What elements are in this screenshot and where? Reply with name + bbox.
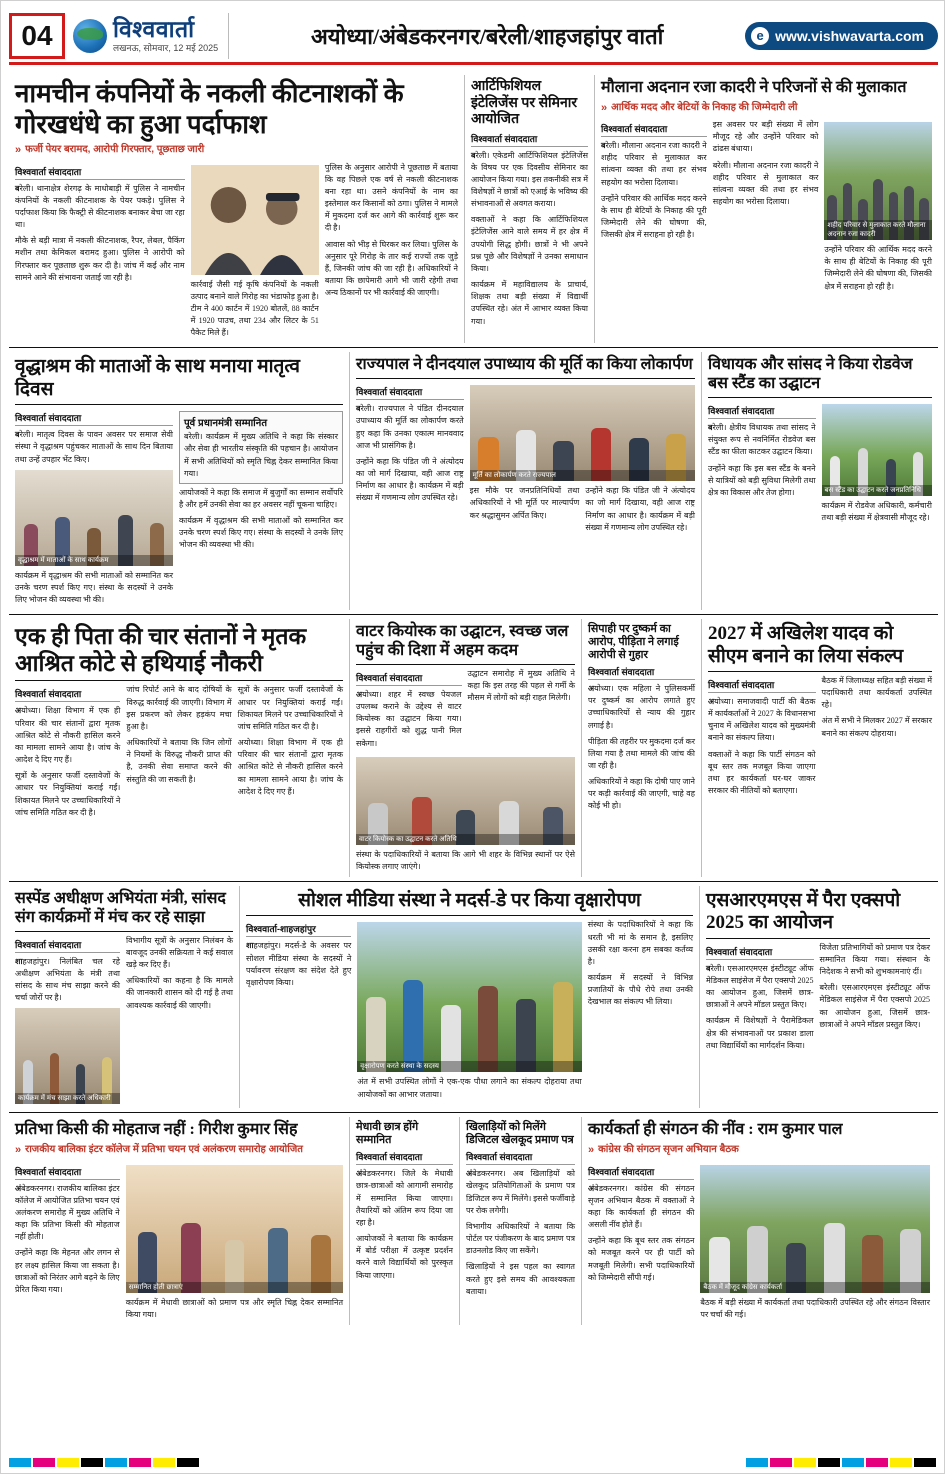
page-content [9, 75, 938, 1447]
byline-srms: विश्ववार्ता संवाददाता [706, 945, 814, 960]
registration-swatch [914, 1458, 936, 1467]
registration-swatch [153, 1458, 175, 1467]
story-suspend [9, 886, 239, 1108]
paragraph: संस्था के पदाधिकारियों ने कहा कि धरती भी मां के समान है, इसलिए उसकी रक्षा करना हम सबका कर्तव्य है। [587, 920, 694, 966]
paragraph: बरेली। मौलाना अदनान रजा कादरी ने शहीद परिवार से मुलाकात कर सांत्वना व्यक्त की तथा हर संभव सहयोग का भरोसा दिलाया। [601, 141, 707, 187]
e-globe-icon: e [751, 27, 769, 45]
registration-swatch [57, 1458, 79, 1467]
kicker-text: कांग्रेस की संगठन सृजन अभियान बैठक [598, 1144, 739, 1156]
registration-swatch [81, 1458, 103, 1467]
paragraph: उद्घाटन समारोह में मुख्य अतिथि ने कहा कि इस तरह की पहल से गर्मी के मौसम में लोगों को बड़ी राहत मिलेगी। [467, 668, 575, 703]
paragraph: कार्यक्रम में रोडवेज अधिकारी, कर्मचारी तथा बड़ी संख्या में क्षेत्रवासी मौजूद रहे। [821, 501, 932, 523]
paragraph: सूत्रों के अनुसार फर्जी दस्तावेजों के आधार पर नियुक्तियां कराई गईं। शिकायत मिलने पर उच्चाधिकारियों ने जांच समिति गठित कर दी है। [237, 685, 343, 731]
registration-swatch [33, 1458, 55, 1467]
headline-maulana: मौलाना अदनान रजा कादरी ने परिजनों से की मुलाकात [601, 79, 907, 96]
paragraph: अंबेडकरनगर। राजकीय बालिका इंटर कॉलेज में आयोजित प्रतिभा चयन एवं अलंकरण समारोह में मुख्य अतिथि ने कहा कि प्रतिभा किसी की मोहताज नहीं होती। [15, 1183, 120, 1242]
paragraph: उन्होंने कहा कि इस बस स्टैंड के बनने से यात्रियों को बड़ी सुविधा मिलेगी तथा क्षेत्र का विकास और तेज होगा। [708, 463, 816, 497]
kicker-karyakarta [588, 1143, 930, 1157]
headline-srms: एसआरएमएस में पैरा एक्सपो 2025 का आयोजन [706, 890, 901, 934]
registration-swatch [177, 1458, 199, 1467]
paragraph: बरेली। एकेडमी आर्टिफिशियल इंटेलिजेंस के विषय पर एक दिवसीय सेमिनार का आयोजन किया गया। इस तकनीकी सत्र में विशेषज्ञों ने छात्रों को एआई के भविष्य की संभावनाओं से अवगत कराया। [471, 150, 588, 209]
paragraph: बरेली। एसआरएमएस इंस्टीट्यूट ऑफ मेडिकल साइंसेज में पैरा एक्सपो 2025 का आयोजन हुआ, जिसमें छात्र-छात्राओं ने अपने मॉडल प्रस्तुत किए। [819, 983, 930, 1029]
page-number: 04 [9, 13, 65, 59]
byline-busstand: विश्ववार्ता संवाददाता [708, 404, 816, 419]
registration-swatch [794, 1458, 816, 1467]
story-photo-waterkiosk [356, 757, 575, 845]
paragraph: अयोध्या। समाजवादी पार्टी की बैठक में कार्यकर्ताओं ने 2027 के विधानसभा चुनाव में अखिलेश यादव को मुख्यमंत्री बनाने का संकल्प लिया। [708, 696, 816, 743]
headline-vridhashram: वृद्धाश्रम की माताओं के साथ मनाया मातृत्व दिवस [15, 356, 300, 400]
divider [9, 347, 938, 348]
divider [9, 881, 938, 882]
divider [9, 614, 938, 615]
headline-medhavi: मेधावी छात्र होंगे सम्मानित [356, 1121, 419, 1147]
kicker-text: फर्जी पेयर बरामद, आरोपी गिरफ्तार, पूछताछ जारी [25, 144, 205, 156]
story-photo-maulana [824, 122, 932, 240]
edition-date: लखनऊ, सोमवार, 12 मई 2025 [113, 43, 219, 53]
paragraph: विभागीय अधिकारियों ने बताया कि पोर्टल पर पंजीकरण के बाद प्रमाण पत्र डाउनलोड किए जा सकेंगे। [466, 1221, 575, 1256]
paragraph: अंत में सभी ने मिलकर 2027 में सरकार बनाने का संकल्प दोहराया। [821, 716, 932, 738]
edition-title: अयोध्या/अंबेडकरनगर/बरेली/शाहजहांपुर वार्ता [310, 23, 664, 49]
sidebar-box-vridhashram [179, 411, 343, 484]
paragraph: कार्रवाई जैसी गई कृषि कंपनियों के नकली उत्पाद बनाने वाले गिरोह का भंडाफोड़ हुआ है। टीम ने 400 कार्टन में 1920 बोतलें, 88 कार्टन में 1920 पाउच, तथा 234 और लिटर के 51 पैकेट मिले हैं। [190, 279, 319, 338]
band-fourth [9, 886, 938, 1108]
paragraph: आवास को भीड़ से घिरकर कर लिया। पुलिस के अनुसार पूरे गिरोह के तार कई राज्यों तक जुड़े हैं, जिनकी जांच की जा रही है। अधिकारियों ने बताया कि छापेमारी आगे भी जारी रहेगी तथा अन्य ठिकानों पर भी कार्रवाई की जाएगी। [324, 239, 458, 298]
story-photo-karyakarta [700, 1165, 930, 1293]
globe-icon [73, 19, 107, 53]
story-vridhashram [9, 352, 349, 610]
story-busstand [701, 352, 938, 610]
brand-name: विश्ववार्ता [113, 17, 195, 42]
paragraph: अंत में सभी उपस्थित लोगों ने एक-एक पौधा लगाने का संकल्प दोहराया तथा आयोजकों का आभार जताया। [357, 1077, 582, 1099]
paragraph: मौके से बड़ी मात्रा में नकली कीटनाशक, रैपर, लेबल, पैकिंग मशीन तथा केमिकल बरामद हुआ। पुलिस ने आरोपी को गिरफ्तार कर पूछताछ शुरू कर दी है। जांच में कई और नाम सामने आने की संभावना जताई जा रही है। [15, 236, 185, 282]
registration-swatch [866, 1458, 888, 1467]
plantation-figures [357, 967, 581, 1072]
headline-khiladi: खिलाड़ियों को मिलेंगे डिजिटल खेलकूद प्रमाण पत्र [466, 1121, 574, 1147]
paragraph: उन्होंने कहा कि बूथ स्तर तक संगठन को मजबूत करने पर ही पार्टी को मजबूती मिलेगी। सभी पदाधिकारियों को जिम्मेदारी सौंपी गई। [588, 1236, 695, 1282]
paragraph: अधिकारियों ने कहा कि दोषी पाए जाने पर कड़ी कार्रवाई की जाएगी, चाहे वह कोई भी हो। [588, 777, 695, 811]
paragraph: पीड़िता की तहरीर पर मुकदमा दर्ज कर लिया गया है तथा मामले की जांच की जा रही है। [588, 736, 695, 771]
photo-caption: सम्मानित होती छात्राएं [126, 1282, 343, 1293]
byline-vridhashram: विश्ववार्ता संवाददाता [15, 411, 173, 426]
paragraph: इस मौके पर जनप्रतिनिधियों तथा अधिकारियों ने भी मूर्ति पर माल्यार्पण कर श्रद्धासुमन अर्पित किए। [469, 486, 580, 520]
byline-rajyapal: विश्ववार्ता संवाददाता [356, 385, 464, 400]
kicker-pratibha [15, 1143, 343, 1157]
paragraph: कार्यक्रम में मेधावी छात्राओं को प्रमाण पत्र और स्मृति चिह्न देकर सम्मानित किया गया। [125, 1297, 343, 1319]
byline-karyakarta: विश्ववार्ता संवाददाता [588, 1165, 694, 1180]
band-third [9, 619, 938, 877]
paragraph: बरेली। मातृत्व दिवस के पावन अवसर पर समाज सेवी संस्था ने वृद्धाश्रम पहुंचकर माताओं के साथ दिन बिताया तथा उन्हें उपहार भेंट किए। [15, 430, 173, 464]
byline-sipahi: विश्ववार्ता संवाददाता [588, 665, 695, 680]
paragraph: अयोध्या। शहर में स्वच्छ पेयजल उपलब्ध कराने के उद्देश्य से वाटर कियोस्क का उद्घाटन किया गया। इससे राहगीरों को शुद्ध पानी मिल सकेगा। [356, 689, 462, 748]
policemen-sketch-icon [191, 165, 319, 275]
paragraph: बरेली। मौलाना अदनान रजा कादरी ने शहीद परिवार से मुलाकात कर सांत्वना व्यक्त की तथा हर संभव सहयोग का भरोसा दिलाया। [712, 160, 819, 207]
registration-swatch [9, 1458, 31, 1467]
byline-lead: विश्ववार्ता संवाददाता [15, 165, 185, 180]
paragraph: बरेली। एसआरएमएस इंस्टीट्यूट ऑफ मेडिकल साइंसेज में पैरा एक्सपो 2025 का आयोजन हुआ, जिसमें छात्र-छात्राओं ने अपने मॉडल प्रस्तुत किए। [706, 963, 814, 1010]
paragraph: विभागीय सूत्रों के अनुसार निलंबन के बावजूद उनकी सक्रियता ने कई सवाल खड़े कर दिए हैं। [126, 935, 233, 970]
story-srms [699, 886, 936, 1108]
paragraph: बरेली। राज्यपाल ने पंडित दीनदयाल उपाध्याय की मूर्ति का लोकार्पण करते हुए कहा कि उनका एकात्म मानववाद आज भी प्रासंगिक है। [356, 404, 464, 450]
paragraph: बैठक में बड़ी संख्या में कार्यकर्ता तथा पदाधिकारी उपस्थित रहे और संगठन विस्तार पर चर्चा की गई। [700, 1297, 930, 1319]
paragraph: अधिकारियों का कहना है कि मामले की जानकारी शासन को दी गई है तथा आवश्यक कार्रवाई की जाएगी। [126, 976, 233, 1010]
photo-caption: कार्यक्रम में मंच साझा करते अधिकारी [15, 1093, 120, 1104]
paragraph: पुलिस के अनुसार आरोपी ने पूछताछ में बताया कि वह पिछले एक वर्ष से नकली कीटनाशक बना रहा था। उसने कंपनियों के नाम का इस्तेमाल कर किसानों को ठगा। पुलिस ने मामले में मुकदमा दर्ज कर आगे की कार्रवाई शुरू कर दी है। [324, 162, 458, 233]
byline-maulana: विश्ववार्ता संवाददाता [601, 122, 707, 137]
paragraph: सूत्रों के अनुसार फर्जी दस्तावेजों के आधार पर नियुक्तियां कराई गईं। शिकायत मिलने पर उच्चाधिकारियों ने जांच समिति गठित कर दी है। [15, 771, 121, 817]
registration-swatch [746, 1458, 768, 1467]
byline-akhilesh: विश्ववार्ता संवाददाता [708, 678, 816, 693]
registration-swatch [129, 1458, 151, 1467]
paragraph: अंबेडकरनगर। जिले के मेधावी छात्र-छात्राओं को आगामी समारोह में सम्मानित किया जाएगा। तैयारियों को अंतिम रूप दिया जा रहा है। [356, 1169, 453, 1227]
headline-naukri: एक ही पिता की चार संतानों ने मृतक आश्रित कोटे से हथियाई नौकरी [15, 624, 307, 677]
byline-naukri: विश्ववार्ता संवाददाता [15, 687, 120, 702]
paragraph: विजेता प्रतिभागियों को प्रमाण पत्र देकर सम्मानित किया गया। संस्थान के निदेशक ने सभी को शुभकामनाएं दीं। [819, 942, 930, 977]
paragraph: उन्होंने परिवार की आर्थिक मदद करने के साथ ही बेटियों के निकाह की पूरी जिम्मेदारी लेने की घोषणा की, जिसकी क्षेत्र में सराहना हो रही है। [824, 245, 933, 291]
paragraph: आयोजकों ने कहा कि समाज में बुजुर्गों का सम्मान सर्वोपरि है और हमें उनकी सेवा का हर अवसर नहीं चूकना चाहिए। [179, 487, 343, 510]
registration-swatch [818, 1458, 840, 1467]
story-naukri [9, 619, 349, 877]
photo-caption: वाटर कियोस्क का उद्घाटन करते अतिथि [356, 834, 575, 845]
paragraph: वक्ताओं ने कहा कि पार्टी संगठन को बूथ स्तर तक मजबूत किया जाएगा तथा हर कार्यकर्ता घर-घर जाकर सरकार की नीतियों को बताएगा। [708, 749, 816, 796]
photo-caption: वृद्धाश्रम में माताओं के साथ कार्यक्रम [15, 555, 173, 566]
registration-swatch [890, 1458, 912, 1467]
band-bottom [9, 1117, 938, 1324]
kicker-text: आर्थिक मदद और बेटियों के निकाह की जिम्मेदारी ली [611, 101, 798, 113]
byline-medhavi: विश्ववार्ता संवाददाता [356, 1150, 453, 1165]
paragraph: कार्यक्रम में वृद्धाश्रम की सभी माताओं को सम्मानित कर उनके चरण स्पर्श किए गए। संस्था के सदस्यों ने उनके लिए भोजन की व्यवस्था भी की। [179, 516, 343, 550]
paragraph: जांच रिपोर्ट आने के बाद दोषियों के विरुद्ध कार्रवाई की जाएगी। विभाग में इस प्रकरण को लेकर हड़कंप मचा हुआ है। [126, 685, 232, 731]
headline-pratibha: प्रतिभा किसी की मोहताज नहीं : गिरीश कुमार सिंह [15, 1121, 298, 1139]
paragraph: उन्होंने कहा कि पंडित जी ने अंत्योदय का जो मार्ग दिखाया, वही आज राष्ट्र निर्माण का आधार है। कार्यक्रम में बड़ी संख्या में गणमान्य लोग उपस्थित रहे। [356, 456, 464, 503]
headline-rajyapal: राज्यपाल ने दीनदयाल उपाध्याय की मूर्ति का किया लोकार्पण [356, 356, 693, 374]
story-photo-pratibha [126, 1165, 343, 1293]
headline-suspend: सस्पेंड अधीक्षण अभियंता मंत्री, सांसद संग कार्यक्रमों में मंच कर रहे साझा [15, 890, 226, 926]
headline-busstand: विधायक और सांसद ने किया रोडवेज बस स्टैंड का उद्घाटन [708, 356, 913, 393]
website-url: www.vishwavarta.com [775, 27, 924, 44]
paragraph: उन्होंने कहा कि मेहनत और लगन से हर लक्ष्य हासिल किया जा सकता है। छात्राओं को निरंतर आगे बढ़ने के लिए प्रेरित किया गया। [15, 1248, 120, 1294]
story-vriksharopan [239, 886, 699, 1108]
story-waterkiosk [349, 619, 581, 877]
photo-caption: मूर्ति का लोकार्पण करते राज्यपाल [470, 470, 695, 481]
byline-vriksharopan: विश्ववार्ता-शाहजहांपुर [246, 922, 351, 937]
paragraph: बैठक में जिलाध्यक्ष सहित बड़ी संख्या में पदाधिकारी तथा कार्यकर्ता उपस्थित रहे। [821, 675, 932, 710]
photo-caption: बस स्टैंड का उद्घाटन करते जनप्रतिनिधि [822, 485, 932, 496]
paragraph: शाहजहांपुर। मदर्स-डे के अवसर पर सोशल मीडिया संस्था के सदस्यों ने पर्यावरण संरक्षण का संदेश देते हुए वृक्षारोपण किया। [246, 941, 352, 987]
paragraph: अंबेडकरनगर। कांग्रेस की संगठन सृजन अभियान बैठक में वक्ताओं ने कहा कि कार्यकर्ता ही संगठन की असली नींव होते हैं। [588, 1183, 695, 1230]
story-lead [9, 75, 464, 343]
story-photo-lead [191, 165, 319, 275]
chevron-icon: » [15, 144, 22, 157]
story-ai-seminar [464, 75, 594, 343]
story-pratibha [9, 1117, 349, 1324]
website-badge[interactable] [745, 22, 938, 50]
headline-ai-seminar: आर्टिफिशियल इंटेलिजेंस पर सेमिनार आयोजित [471, 79, 578, 128]
band-second [9, 352, 938, 610]
headline-lead: नामचीन कंपनियों के नकली कीटनाशकों के गोरखधंधे का हुआ पर्दाफाश [15, 79, 404, 139]
byline-ai-seminar: विश्ववार्ता संवाददाता [471, 132, 588, 147]
story-photo-suspend [15, 1008, 120, 1104]
headline-waterkiosk: वाटर कियोस्क का उद्घाटन, स्वच्छ जल पहुंच की दिशा में अहम कदम [356, 623, 569, 660]
story-karyakarta [581, 1117, 936, 1324]
registration-swatch [770, 1458, 792, 1467]
masthead [9, 9, 938, 65]
chevron-icon: » [601, 101, 608, 114]
paragraph: आयोजकों ने बताया कि कार्यक्रम में बोर्ड परीक्षा में उत्कृष्ट प्रदर्शन करने वाले विद्यार्थियों को पुरस्कृत किया जाएगा। [356, 1234, 453, 1280]
headline-vriksharopan: सोशल मीडिया संस्था ने मदर्स-डे पर किया वृक्षारोपण [298, 890, 641, 912]
paragraph: कार्यक्रम में महाविद्यालय के प्राचार्य, शिक्षक तथा बड़ी संख्या में विद्यार्थी उपस्थित रहे। अंत में आभार व्यक्त किया गया। [471, 280, 588, 326]
photo-caption: वृक्षारोपण करते संस्था के सदस्य [357, 1061, 581, 1072]
paragraph: अंबेडकरनगर। अब खिलाड़ियों को खेलकूद प्रतियोगिताओं के प्रमाण पत्र डिजिटल रूप में मिलेंगे। इससे फर्जीवाड़े पर रोक लगेगी। [466, 1169, 575, 1215]
headline-akhilesh: 2027 में अखिलेश यादव को सीएम बनाने का लिया संकल्प [708, 623, 904, 667]
paragraph: कार्यक्रम में वृद्धाश्रम की सभी माताओं को सम्मानित कर उनके चरण स्पर्श किए गए। संस्था के सदस्यों ने उनके लिए भोजन की व्यवस्था भी की। [15, 570, 173, 605]
paragraph: अयोध्या। शिक्षा विभाग में एक ही परिवार की चार संतानों द्वारा मृतक आश्रित कोटे से नौकरी हासिल करने का मामला सामने आया है। जांच के आदेश दे दिए गए हैं। [237, 738, 343, 796]
story-akhilesh [701, 619, 938, 877]
divider [9, 1112, 938, 1113]
paragraph: संस्था के पदाधिकारियों ने बताया कि आगे भी शहर के विभिन्न स्थानों पर ऐसे कियोस्क लगाए जाएंगे। [356, 849, 575, 871]
paragraph: बरेली। थानाक्षेत्र शेरगढ़ के माधोबाड़ी में पुलिस ने नामचीन कंपनियों के नकली कीटनाशक के पेयर पकड़े। पुलिस ने पर्दाफाश किया कि फैक्ट्री से कीटनाशक बनाकर बेचा जा रहा था। [15, 183, 185, 230]
kicker-text: राजकीय बालिका इंटर कॉलेज में प्रतिभा चयन एवं अलंकरण समारोह आयोजित [25, 1144, 303, 1156]
kicker-maulana [601, 101, 932, 115]
paragraph: उन्होंने परिवार की आर्थिक मदद करने के साथ ही बेटियों के निकाह की पूरी जिम्मेदारी लेने की घोषणा की, जिसकी क्षेत्र में सराहना हो रही है। [601, 193, 707, 240]
paragraph: कार्यक्रम में सदस्यों ने विभिन्न प्रजातियों के पौधे रोपे तथा उनकी देखभाल का संकल्प भी लिया। [587, 973, 694, 1007]
byline-waterkiosk: विश्ववार्ता संवाददाता [356, 671, 462, 686]
paragraph: खिलाड़ियों ने इस पहल का स्वागत करते हुए इसे समय की आवश्यकता बताया। [466, 1262, 575, 1296]
paragraph: बरेली। क्षेत्रीय विधायक तथा सांसद ने संयुक्त रूप से नवनिर्मित रोडवेज बस स्टैंड का फीता काटकर उद्घाटन किया। [708, 423, 816, 457]
byline-pratibha: विश्ववार्ता संवाददाता [15, 1165, 120, 1180]
chevron-icon: » [588, 1144, 595, 1157]
paragraph: अयोध्या। शिक्षा विभाग में एक ही परिवार की चार संतानों द्वारा मृतक आश्रित कोटे से नौकरी हासिल करने का मामला सामने आया है। जांच के आदेश दे दिए गए हैं। [15, 706, 121, 765]
registration-bars-left [9, 1458, 199, 1467]
paragraph: शाहजहांपुर। निलंबित चल रहे अधीक्षण अभियंता के मंत्री तथा सांसद के साथ मंच साझा करने की चर्चा जोरों पर है। [15, 956, 121, 1003]
paragraph: उन्होंने कहा कि पंडित जी ने अंत्योदय का जो मार्ग दिखाया, वही आज राष्ट्र निर्माण का आधार है। कार्यक्रम में बड़ी संख्या में गणमान्य लोग उपस्थित रहे। [585, 486, 695, 532]
story-photo-rajyapal [470, 385, 695, 481]
story-sipahi [581, 619, 701, 877]
headline-karyakarta: कार्यकर्ता ही संगठन की नींव : राम कुमार पाल [588, 1121, 843, 1139]
paragraph: वक्ताओं ने कहा कि आर्टिफिशियल इंटेलिजेंस आने वाले समय में हर क्षेत्र में उपयोगी सिद्ध होगी। छात्रों ने भी अपने प्रश्न पूछे और विशेषज्ञों ने उनका समाधान किया। [471, 215, 588, 273]
band-top [9, 75, 938, 343]
story-medhavi [349, 1117, 459, 1324]
paragraph: अधिकारियों ने बताया कि जिन लोगों ने नियमों के विरुद्ध नौकरी प्राप्त की है, उनकी सेवा समाप्त करने की संस्तुति की जा सकती है। [126, 738, 232, 784]
kicker-lead [15, 143, 458, 157]
registration-swatch [105, 1458, 127, 1467]
byline-khiladi: विश्ववार्ता संवाददाता [466, 1150, 575, 1165]
story-khiladi [459, 1117, 581, 1324]
photo-caption: बैठक में मौजूद कांग्रेस कार्यकर्ता [700, 1282, 930, 1293]
box-title: पूर्व प्रधानमंत्री सम्मानित [184, 418, 268, 430]
story-photo-busstand [822, 404, 932, 496]
chevron-icon: » [15, 1144, 22, 1157]
paragraph: बरेली। कार्यक्रम में मुख्य अतिथि ने कहा कि संस्कार और सेवा ही भारतीय संस्कृति की पहचान है। आयोजन में सभी अतिथियों को स्मृति चिह्न देकर सम्मानित किया गया। [184, 432, 338, 478]
paragraph: कार्यक्रम में विशेषज्ञों ने पैरामेडिकल क्षेत्र की संभावनाओं पर प्रकाश डाला तथा विद्यार्थियों का मार्गदर्शन किया। [706, 1016, 814, 1050]
story-maulana [594, 75, 938, 343]
story-photo-vriksharopan [357, 922, 581, 1072]
story-photo-vridhashram [15, 470, 173, 566]
photo-caption: शहीद परिवार से मुलाकात करते मौलाना अदनान रजा कादरी [824, 220, 932, 240]
headline-sipahi: सिपाही पर दुष्कर्म का आरोप, पीड़िता ने लगाई आरोपी से गुहार [588, 623, 679, 662]
paragraph: इस अवसर पर बड़ी संख्या में लोग मौजूद रहे और उन्होंने परिवार को ढांढस बंधाया। [712, 120, 819, 154]
registration-swatch [842, 1458, 864, 1467]
story-rajyapal [349, 352, 701, 610]
paragraph: अयोध्या। एक महिला ने पुलिसकर्मी पर दुष्कर्म का आरोप लगाते हुए उच्चाधिकारियों से न्याय की गुहार लगाई है। [588, 684, 695, 730]
brand-logo [73, 13, 229, 59]
byline-suspend: विश्ववार्ता संवाददाता [15, 938, 120, 953]
registration-bars-right [746, 1458, 936, 1467]
